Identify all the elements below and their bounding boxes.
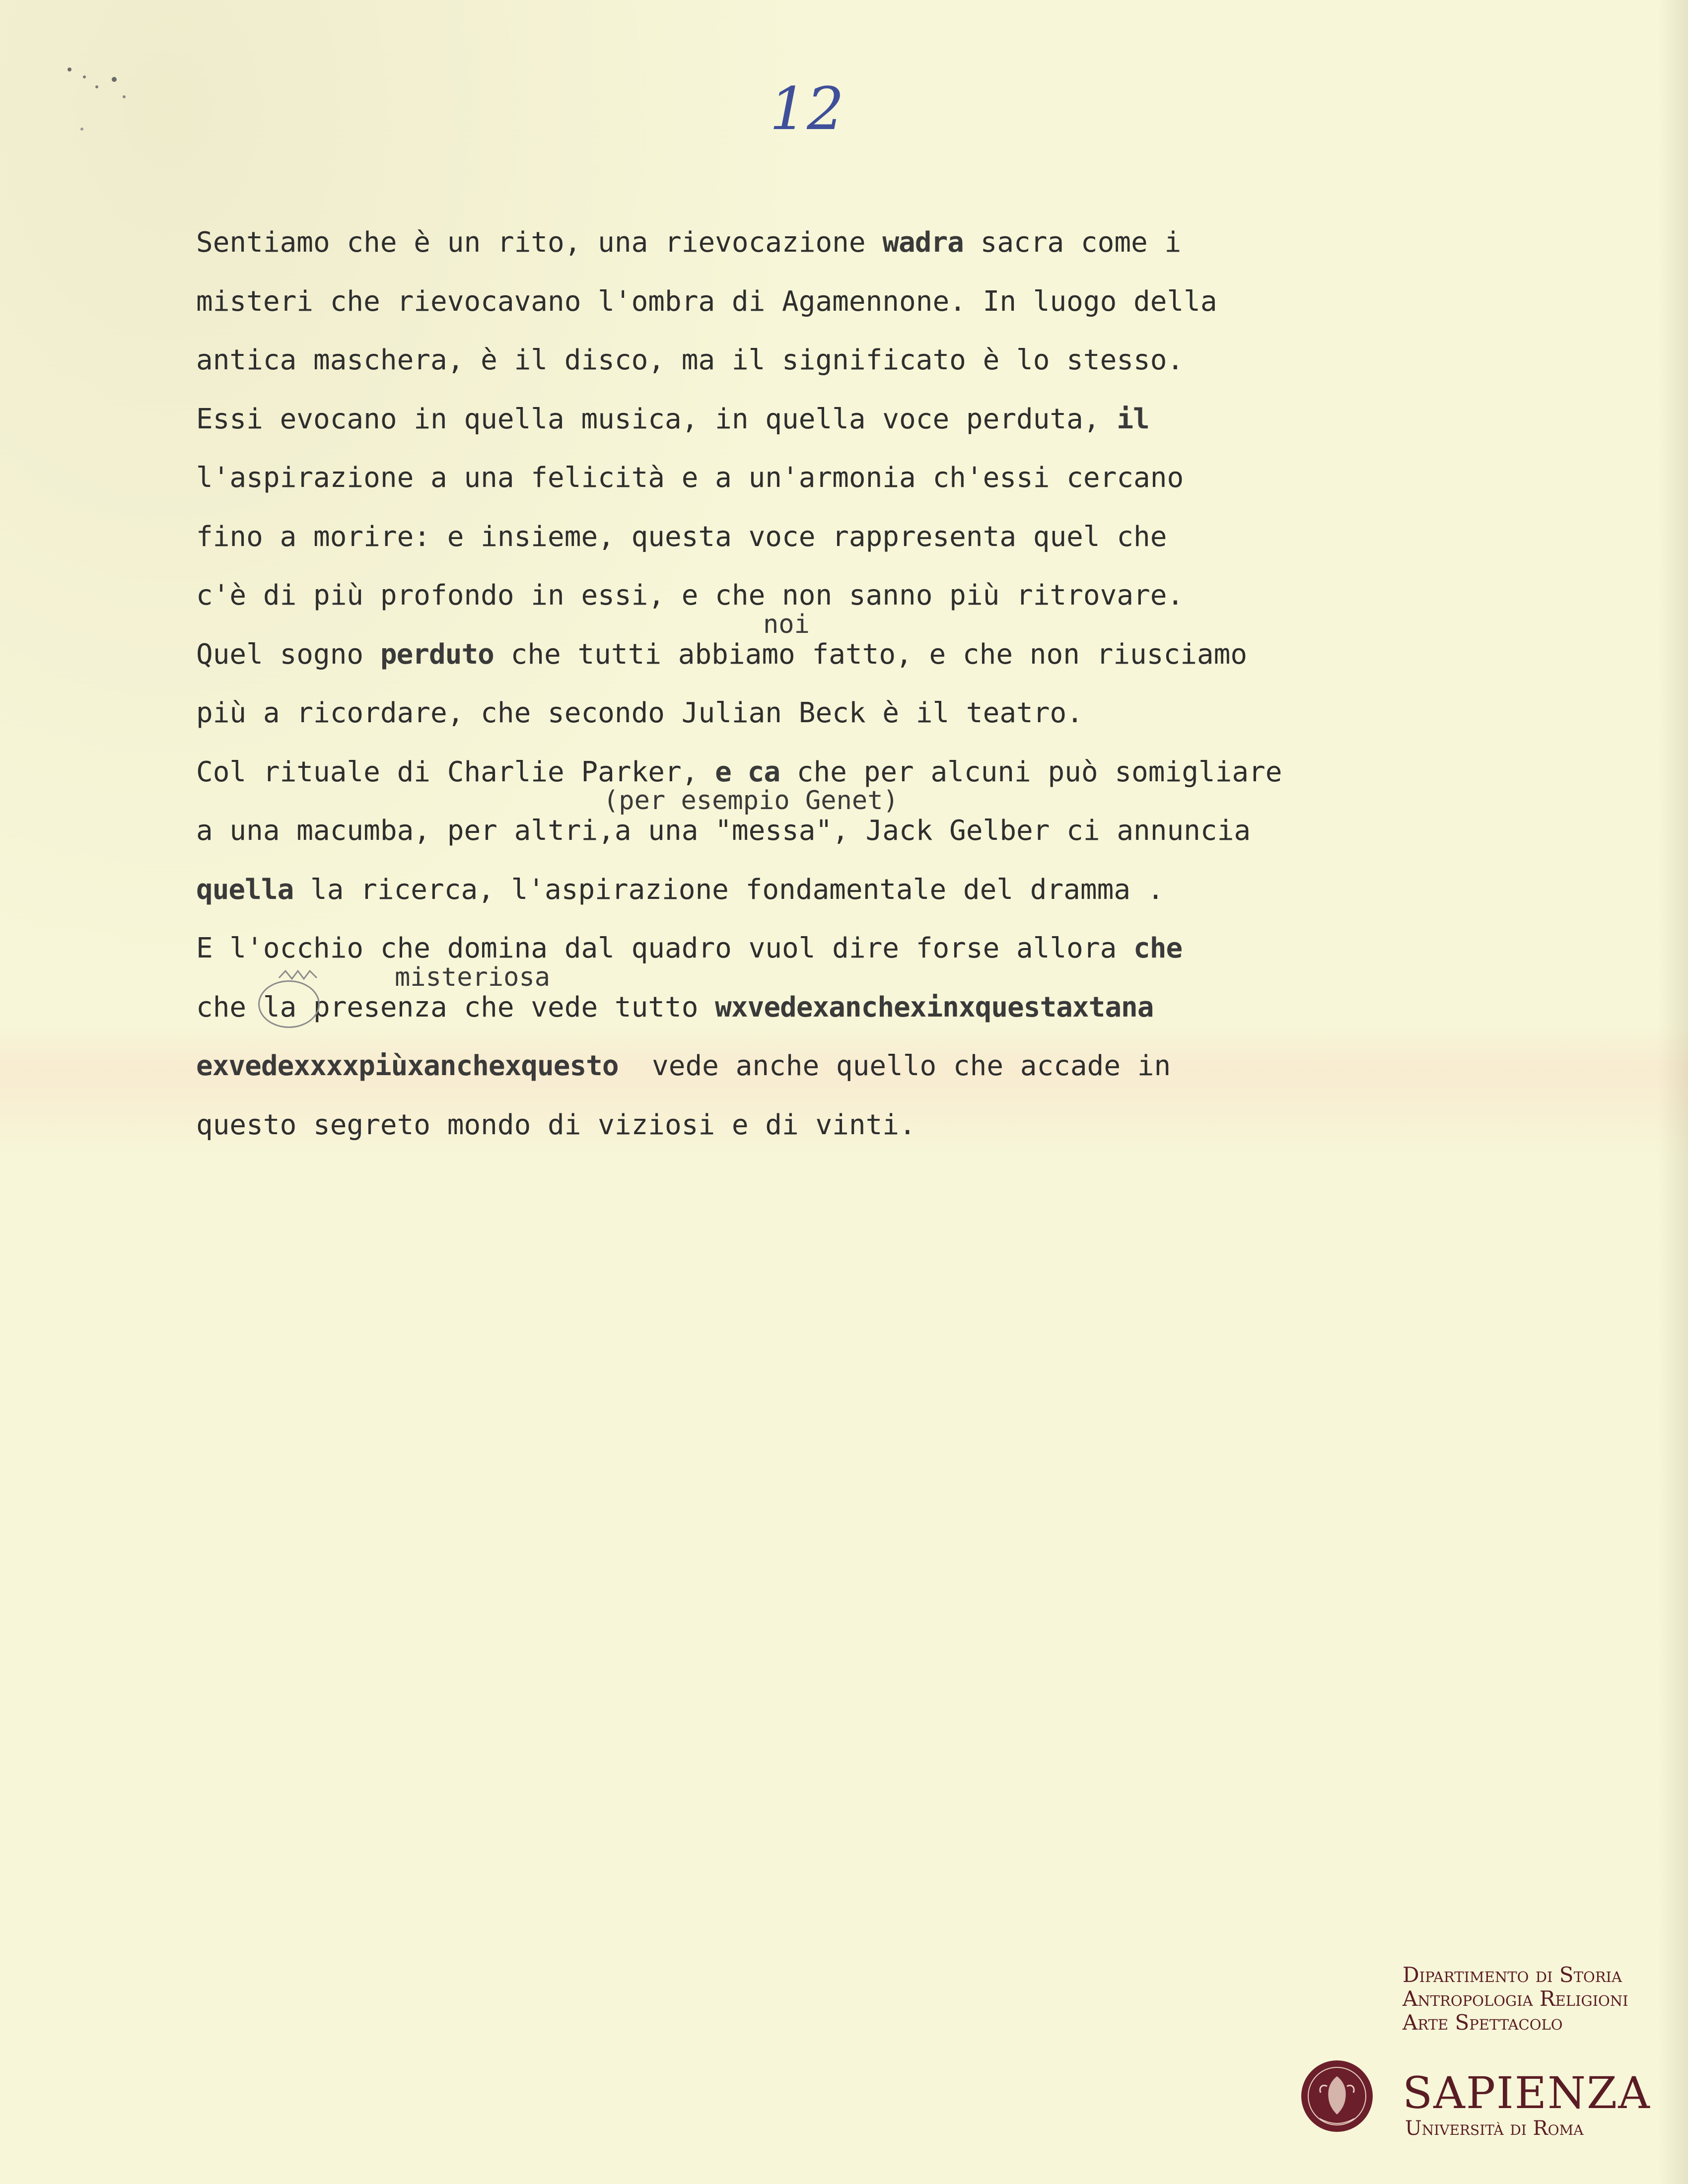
text-segment: più a ricordare, che secondo Julian Beck è il teatro. xyxy=(196,697,1083,729)
text-line xyxy=(196,273,1537,332)
text-line xyxy=(196,566,1537,625)
text-line xyxy=(196,861,1537,920)
interlinear-insert-misteriosa: misteriosa xyxy=(395,962,551,992)
text-segment: c'è di più profondo in essi, e che non sanno più ritrovare. xyxy=(196,579,1184,612)
text-segment: antica maschera, è il disco, ma il significato è lo stesso. xyxy=(196,344,1184,376)
dept-line-2: Antropologia Religioni xyxy=(1403,1986,1628,2011)
library-stamp xyxy=(1403,1963,1661,2035)
text-line xyxy=(196,684,1537,743)
struck-out-text: exvedexxxxpiùxanchexquesto xyxy=(196,1050,619,1082)
corner-stain-marks xyxy=(50,50,159,159)
interlinear-insert-per-esempio: (per esempio Genet) xyxy=(603,786,899,816)
text-segment: che la presenza che vede tutto xyxy=(196,991,715,1024)
interlinear-insert-noi: noi xyxy=(763,610,810,639)
text-segment: sacra come i xyxy=(963,226,1182,259)
struck-out-text: perduto xyxy=(380,638,494,671)
text-segment: la ricerca, l'aspirazione fondamentale del dramma . xyxy=(293,873,1164,906)
text-line xyxy=(196,625,1537,684)
struck-out-text: e ca xyxy=(715,755,780,788)
pencil-caret-mark xyxy=(278,968,323,985)
text-segment: a una macumba, per altri,a una "messa", Jack Gelber ci annuncia xyxy=(196,815,1251,847)
text-segment: questo segreto mondo di viziosi e di vinti. xyxy=(196,1108,916,1141)
text-segment: che tutti abbiamo fatto, e che non riusciamo xyxy=(493,638,1248,671)
text-segment: Sentiamo che è un rito, una rievocazione xyxy=(196,226,883,259)
university-name: SAPIENZA xyxy=(1403,2067,1651,2118)
struck-out-text: wadra xyxy=(882,226,964,259)
university-subtitle: Università di Roma xyxy=(1405,2117,1584,2140)
text-line xyxy=(196,1037,1537,1096)
struck-out-text: wxvedexanchexinxquestaxtana xyxy=(715,991,1154,1024)
dept-line-1: Dipartimento di Storia xyxy=(1403,1963,1622,1987)
text-segment: E l'occhio che domina dal quadro vuol dire forse allora xyxy=(196,932,1134,964)
struck-out-text: il xyxy=(1117,403,1149,435)
text-segment: fino a morire: e insieme, questa voce rappresenta quel che xyxy=(196,520,1167,553)
text-line xyxy=(196,213,1537,273)
text-segment: Quel sogno xyxy=(196,638,380,671)
pencil-circle-mark xyxy=(258,980,320,1028)
text-segment: Essi evocano in quella musica, in quella voce perduta, xyxy=(196,403,1117,435)
text-segment: che per alcuni può somigliare xyxy=(780,755,1282,788)
text-line xyxy=(196,449,1537,508)
text-segment: vede anche quello che accade in xyxy=(618,1050,1171,1082)
text-line xyxy=(196,508,1537,567)
sapienza-seal-icon xyxy=(1300,2059,1374,2133)
struck-out-text: quella xyxy=(196,873,294,906)
text-line xyxy=(196,1096,1537,1155)
paper-edge-shadow xyxy=(1658,0,1688,2184)
typed-text-body xyxy=(196,213,1537,1155)
text-line xyxy=(196,390,1537,449)
text-segment: misteri che rievocavano l'ombra di Agamennone. In luogo della xyxy=(196,285,1217,318)
struck-out-text: che xyxy=(1133,932,1183,964)
dept-line-3: Arte Spettacolo xyxy=(1403,2010,1563,2035)
text-segment: l'aspirazione a una felicità e a un'armonia ch'essi cercano xyxy=(196,462,1184,494)
page-number: 12 xyxy=(770,74,844,143)
text-line xyxy=(196,331,1537,390)
text-segment: Col rituale di Charlie Parker, xyxy=(196,755,715,788)
